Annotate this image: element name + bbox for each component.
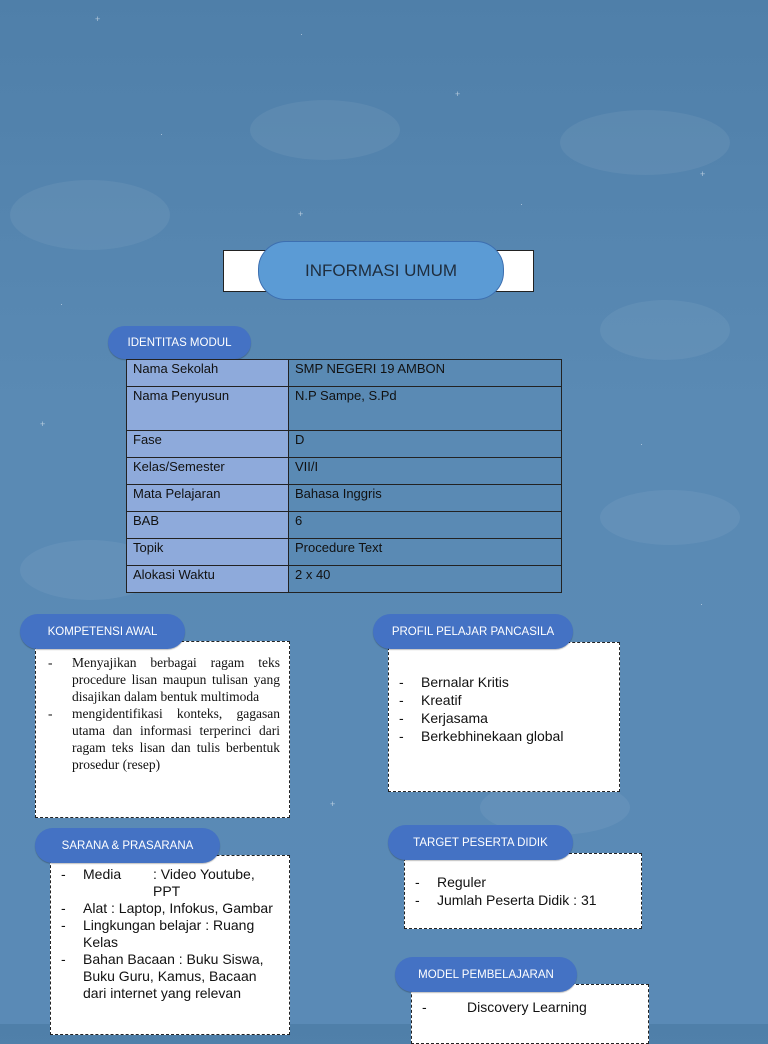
table-value: N.P Sampe, S.Pd [289, 387, 562, 431]
sarana-prasarana-box [50, 855, 290, 1035]
table-value: Procedure Text [289, 539, 562, 566]
table-row [127, 539, 562, 566]
list-item: - Berkebhinekaan global [389, 727, 613, 745]
table-key: Kelas/Semester [127, 458, 289, 485]
list-item: - Menyajikan berbagai ragam teks procedure lisan maupun tulisan yang disajikan dalam bentuk multimoda [40, 654, 280, 705]
model-pembelajaran-label: MODEL PEMBELAJARAN [395, 957, 577, 992]
item-detail: : Video Youtube, PPT [153, 866, 255, 899]
list-item: - Bernalar Kritis [389, 673, 613, 691]
table-row [127, 431, 562, 458]
identitas-table [126, 359, 562, 593]
table-key: Nama Penyusun [127, 387, 289, 431]
list-item: - mengidentifikasi konteks, gagasan utama dan informasi terperinci dari ragam teks lisan dan tulis berbentuk prosedur (resep) [40, 705, 280, 773]
table-key: Alokasi Waktu [127, 566, 289, 593]
item-detail: : Buku Siswa, Buku Guru, Kamus, Bacaan dari internet yang relevan [83, 951, 264, 1001]
table-value: Bahasa Inggris [289, 485, 562, 512]
item-detail: : Ruang Kelas [83, 917, 255, 950]
page-title: INFORMASI UMUM [258, 241, 504, 300]
list-item [51, 951, 279, 1002]
model-pembelajaran-box [411, 984, 649, 1044]
target-peserta-box [404, 853, 642, 929]
profil-pelajar-box [388, 642, 620, 792]
kompetensi-awal-box [35, 641, 290, 818]
table-row [127, 485, 562, 512]
kompetensi-awal-label: KOMPETENSI AWAL [20, 614, 185, 649]
table-value: SMP NEGERI 19 AMBON [289, 360, 562, 387]
table-key: Fase [127, 431, 289, 458]
table-row [127, 512, 562, 539]
table-value: 6 [289, 512, 562, 539]
sarana-prasarana-label: SARANA & PRASARANA [35, 828, 220, 863]
table-row [127, 458, 562, 485]
table-key: Topik [127, 539, 289, 566]
item-name: Alat [83, 900, 108, 916]
table-value: 2 x 40 [289, 566, 562, 593]
table-key: Nama Sekolah [127, 360, 289, 387]
list-item: - Reguler [405, 873, 635, 891]
item-name: Lingkungan belajar [83, 917, 202, 933]
list-item: - Kerjasama [389, 709, 613, 727]
list-item [51, 900, 279, 917]
table-value: D [289, 431, 562, 458]
list-item: - Jumlah Peserta Didik : 31 [405, 891, 635, 909]
table-value: VII/I [289, 458, 562, 485]
table-row [127, 360, 562, 387]
identitas-modul-label: IDENTITAS MODUL [108, 326, 251, 359]
list-item [51, 866, 279, 900]
table-row [127, 387, 562, 431]
item-detail: : Laptop, Infokus, Gambar [111, 900, 273, 916]
item-name: - Media [83, 866, 122, 882]
table-row [127, 566, 562, 593]
list-item: - Discovery Learning [412, 998, 642, 1016]
table-key: BAB [127, 512, 289, 539]
item-name: Bahan Bacaan [83, 951, 175, 967]
list-item [51, 917, 279, 951]
table-key: Mata Pelajaran [127, 485, 289, 512]
target-peserta-label: TARGET PESERTA DIDIK [388, 825, 573, 860]
list-item: - Kreatif [389, 691, 613, 709]
profil-pelajar-label: PROFIL PELAJAR PANCASILA [373, 614, 573, 649]
